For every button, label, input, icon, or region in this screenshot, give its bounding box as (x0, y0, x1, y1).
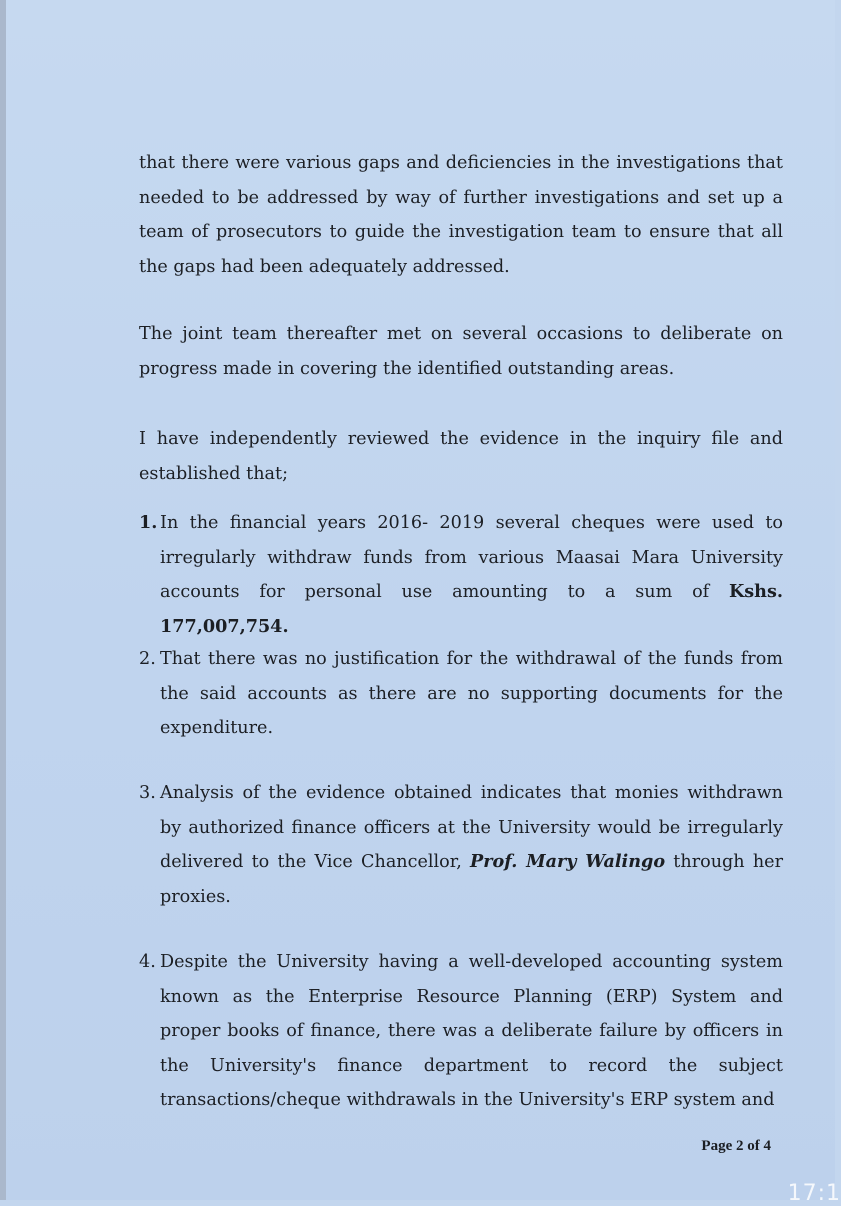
list-text: That there was no justification for the withdrawal of the funds from the said accounts as there are no supporting documents for the expenditure. (160, 649, 783, 738)
person-name: Prof. Mary Walingo (470, 851, 666, 872)
list-text-before: Analysis of the evidence obtained indicates that monies withdrawn by authorized finance officers at the University would be irregularly delivered to the Vice Chancellor, (160, 783, 783, 872)
list-item-2 (139, 642, 783, 746)
page-edge-shadow (0, 0, 6, 1200)
list-text: Despite the University having a well-developed accounting system known as the Enterprise Resource Planning (ERP) System and proper books of finance, there was a deliberate failure by officers in the University's finance department to record the subject transactions/cheque withdrawals in the University's ERP system and (160, 952, 783, 1110)
amount-value: Kshs. 177,007,754 (160, 581, 783, 637)
list-number: 2. (139, 649, 156, 669)
list-text (160, 776, 783, 914)
list-number: 4. (139, 952, 156, 972)
list-number: 3. (139, 783, 156, 803)
paragraph-gaps: that there were various gaps and deficiencies in the investigations that needed to be addressed by way of further investigations and set up a team of prosecutors to guide the investigation team to ensure that all the gaps had been adequately addressed. (139, 153, 783, 277)
list-text-after: through her proxies. (160, 852, 783, 907)
list-item-4 (139, 945, 783, 1118)
list-number: 1. (139, 512, 158, 533)
list-item-1 (139, 506, 783, 644)
list-text (160, 506, 783, 644)
paragraph-joint-team: The joint team thereafter met on several occasions to deliberate on progress made in covering the identified outstanding areas. (139, 324, 783, 379)
list-text-before: In the financial years 2016- 2019 several cheques were used to irregularly withdraw funds from various Maasai Mara University accounts for personal use amounting to a sum of (160, 513, 783, 602)
list-item-3 (139, 776, 783, 914)
list-text-after: . (282, 615, 289, 637)
page-number: Page 2 of 4 (701, 1138, 771, 1154)
paragraph-review: I have independently reviewed the evidence in the inquiry file and established that; (139, 429, 783, 484)
status-bar-clock: 17:1 (787, 1181, 841, 1206)
